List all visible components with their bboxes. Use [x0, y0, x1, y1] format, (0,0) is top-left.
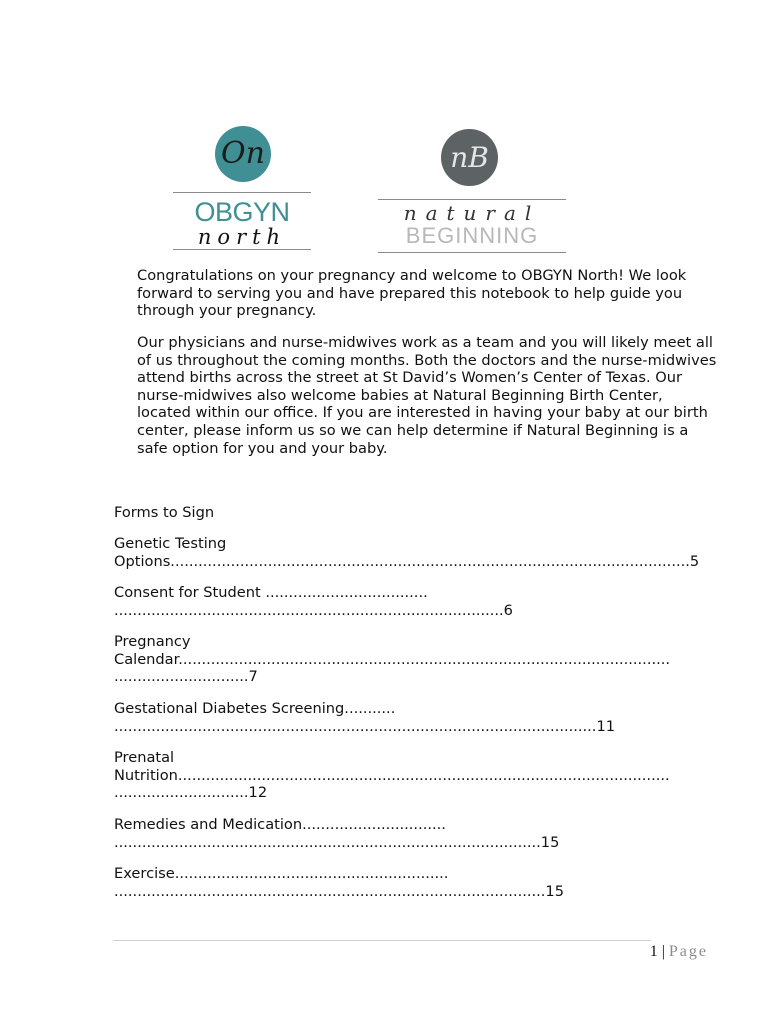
toc-entry-line: Genetic Testing [114, 535, 227, 552]
toc-entry-gestational-diabetes[interactable] [114, 700, 764, 735]
toc-entry-prenatal-nutrition[interactable] [114, 749, 764, 802]
logo-divider [378, 252, 566, 253]
logo-subname: BEGINNING [405, 223, 539, 248]
toc-entry-line: Remedies and Medication............................... [114, 816, 446, 833]
toc-entry-line: ........................................................................................................11 [114, 717, 616, 735]
toc-entry-line: .............................................................................................15 [114, 882, 564, 900]
toc-entry-line: Calendar.......................................................................................................... [114, 650, 671, 668]
logo-subname: north [197, 225, 287, 249]
toc-entry-remedies-medication[interactable] [114, 816, 764, 851]
toc-entry-pregnancy-calendar[interactable] [114, 633, 764, 686]
toc-entry-line: .............................7 [114, 668, 258, 686]
page-number-value: 1 [649, 943, 658, 960]
toc-entry-line: Exercise........................................................... [114, 865, 449, 882]
toc-entry-line: ....................................................................................6 [114, 601, 513, 619]
logo-divider [173, 192, 311, 193]
logo-divider [378, 199, 566, 200]
obgyn-monogram-icon: On [215, 126, 271, 182]
natural-beginning-monogram-icon: nB [441, 129, 498, 186]
toc-heading: Forms to Sign [114, 504, 215, 521]
toc-entry-line: Prenatal [114, 749, 175, 766]
logo-name: natural [403, 201, 541, 225]
toc-entry-line: Options................................................................................................................5 [114, 552, 700, 570]
logo-name: OBGYN [194, 197, 290, 227]
intro-paragraph-welcome: Congratulations on your pregnancy and welcome to OBGYN North! We look forward to serving you and have prepared this notebook to help guide you through your pregnancy. [137, 267, 687, 320]
toc-entry-consent-for-student[interactable] [114, 584, 764, 619]
toc-entry-genetic-testing[interactable] [114, 535, 764, 570]
page-label: Page [668, 943, 708, 960]
toc-entry-exercise[interactable] [114, 865, 764, 900]
toc-entry-line: Pregnancy [114, 633, 191, 650]
page-number-separator: | [661, 943, 665, 960]
toc-entry-line: .............................12 [114, 784, 268, 802]
intro-paragraph-team: Our physicians and nurse-midwives work as a team and you will likely meet all of us throughout the coming months. Both the doctors and the nurse-midwives attend births across the street at St David’s Women’s Center of Texas. Our nurse-midwives also welcome babies at Natural Beginning Birth Center, located within our office. If you are interested in having your baby at our birth center, please inform us so we can help determine if Natural Beginning is a safe option for you and your baby. [137, 334, 717, 457]
logo-divider [173, 249, 311, 250]
page-number [560, 941, 708, 963]
toc-entry-line: ............................................................................................15 [114, 833, 560, 851]
toc-entry-line: Consent for Student ................................... [114, 584, 428, 601]
toc-entry-line: Gestational Diabetes Screening........... [114, 700, 396, 717]
toc-entry-line: Nutrition.......................................................................................................... [114, 766, 670, 784]
